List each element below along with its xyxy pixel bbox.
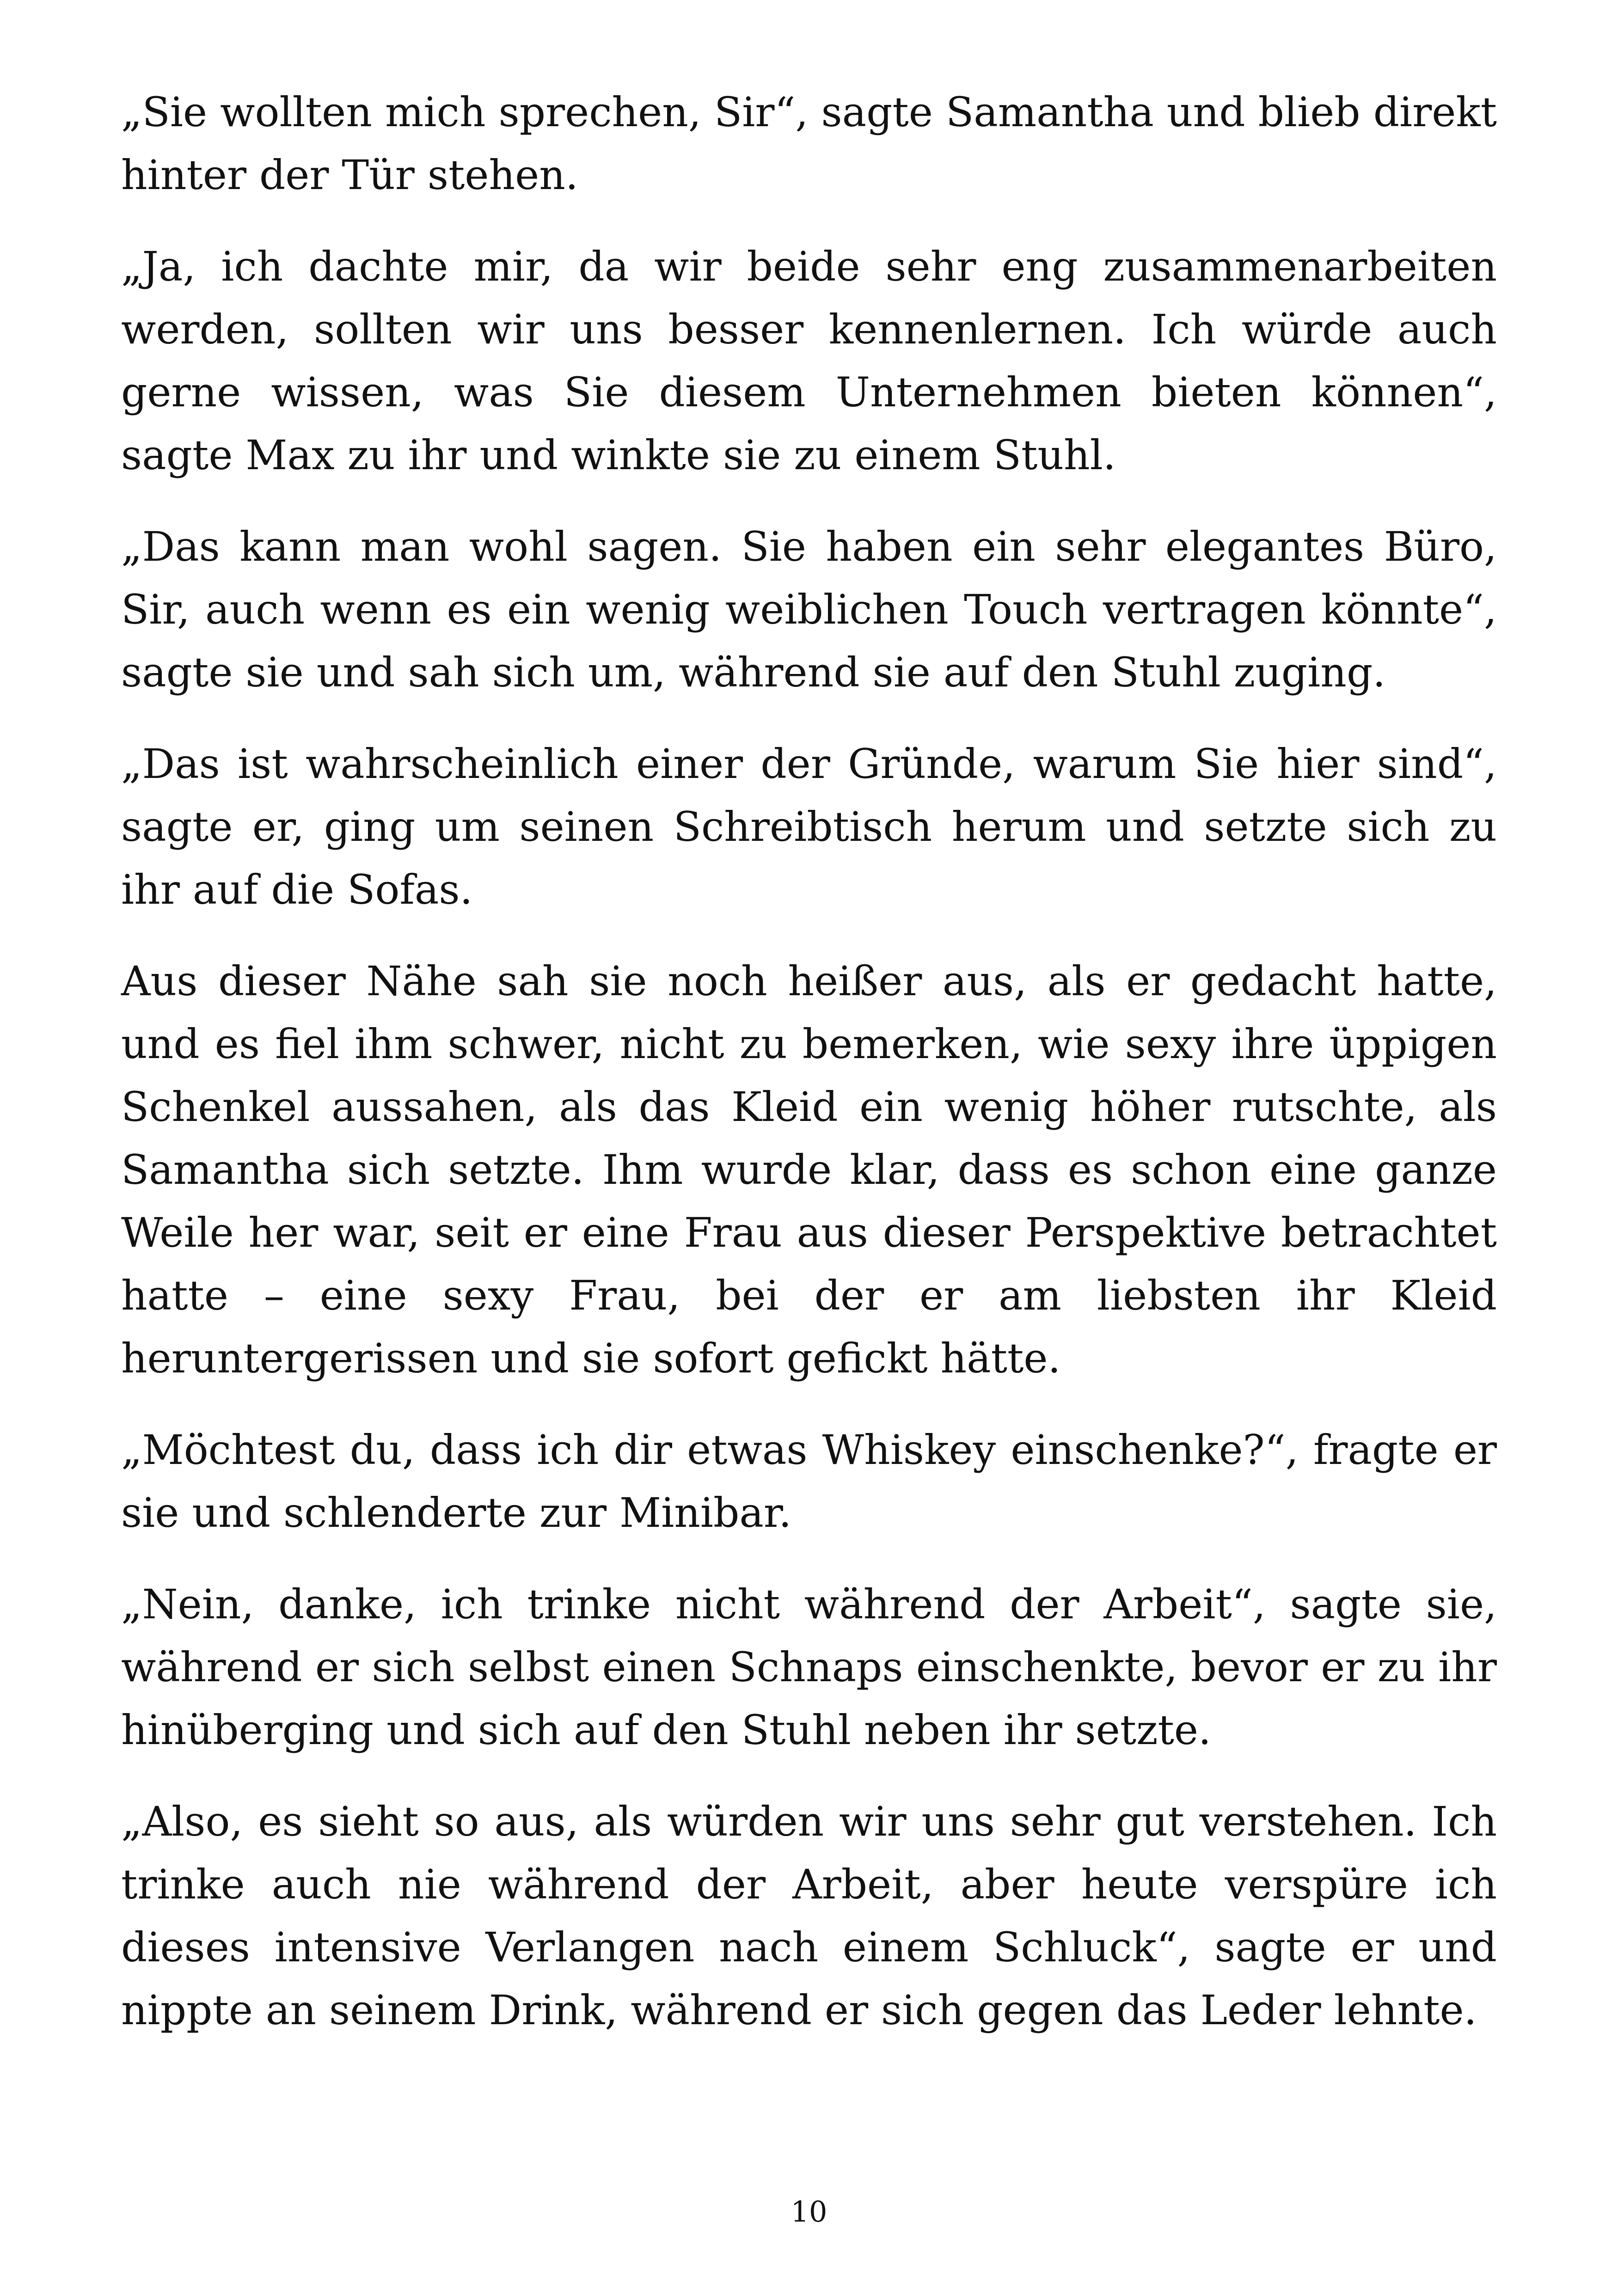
paragraph-4: „Das ist wahrscheinlich einer der Gründe, warum Sie hier sind“, sagte er, ging um seinen Schreibtisch herum und setzte sich zu ihr auf die Sofas.: [121, 740, 1497, 913]
paragraph-7: „Nein, danke, ich trinke nicht während der Arbeit“, sagte sie, während er sich selbst einen Schnaps einschenkte, bevor er zu ihr hinüberging und sich auf den Stuhl neben ihr setzte.: [121, 1580, 1497, 1754]
paragraph-1: „Sie wollten mich sprechen, Sir“, sagte Samantha und blieb direkt hinter der Tür stehen.: [121, 88, 1497, 199]
paragraph-2: „Ja, ich dachte mir, da wir beide sehr eng zusammenarbeiten werden, sollten wir uns besser kennenlernen. Ich würde auch gerne wissen, was Sie diesem Unternehmen bieten können“, sagte Max zu ihr und winkte sie zu einem Stuhl.: [121, 243, 1497, 479]
paragraph-3: „Das kann man wohl sagen. Sie haben ein sehr elegantes Büro, Sir, auch wenn es ein wenig weiblichen Touch vertragen könnte“, sagte sie und sah sich um, während sie auf den Stuhl zuging.: [121, 523, 1497, 696]
paragraph-5: Aus dieser Nähe sah sie noch heißer aus, als er gedacht hatte, und es fiel ihm schwer, nicht zu bemerken, wie sexy ihre üppigen Schenkel aussahen, als das Kleid ein wenig höher rutschte, als Samantha sich setzte. Ihm wurde klar, dass es schon eine ganze Weile her war, seit er eine Frau aus dieser Perspektive betrachtet hatte – eine sexy Frau, bei der er am liebsten ihr Kleid heruntergerissen und sie sofort gefickt hätte.: [121, 957, 1497, 1382]
paragraph-6: „Möchtest du, dass ich dir etwas Whiskey einschenke?“, fragte er sie und schlenderte zur Minibar.: [121, 1426, 1497, 1537]
page-number: 10: [791, 2195, 827, 2229]
paragraph-8: „Also, es sieht so aus, als würden wir uns sehr gut verstehen. Ich trinke auch nie während der Arbeit, aber heute verspüre ich dieses intensive Verlangen nach einem Schluck“, sagte er und nippte an seinem Drink, während er sich gegen das Leder lehnte.: [121, 1798, 1497, 2034]
body-text: [121, 81, 1497, 2070]
